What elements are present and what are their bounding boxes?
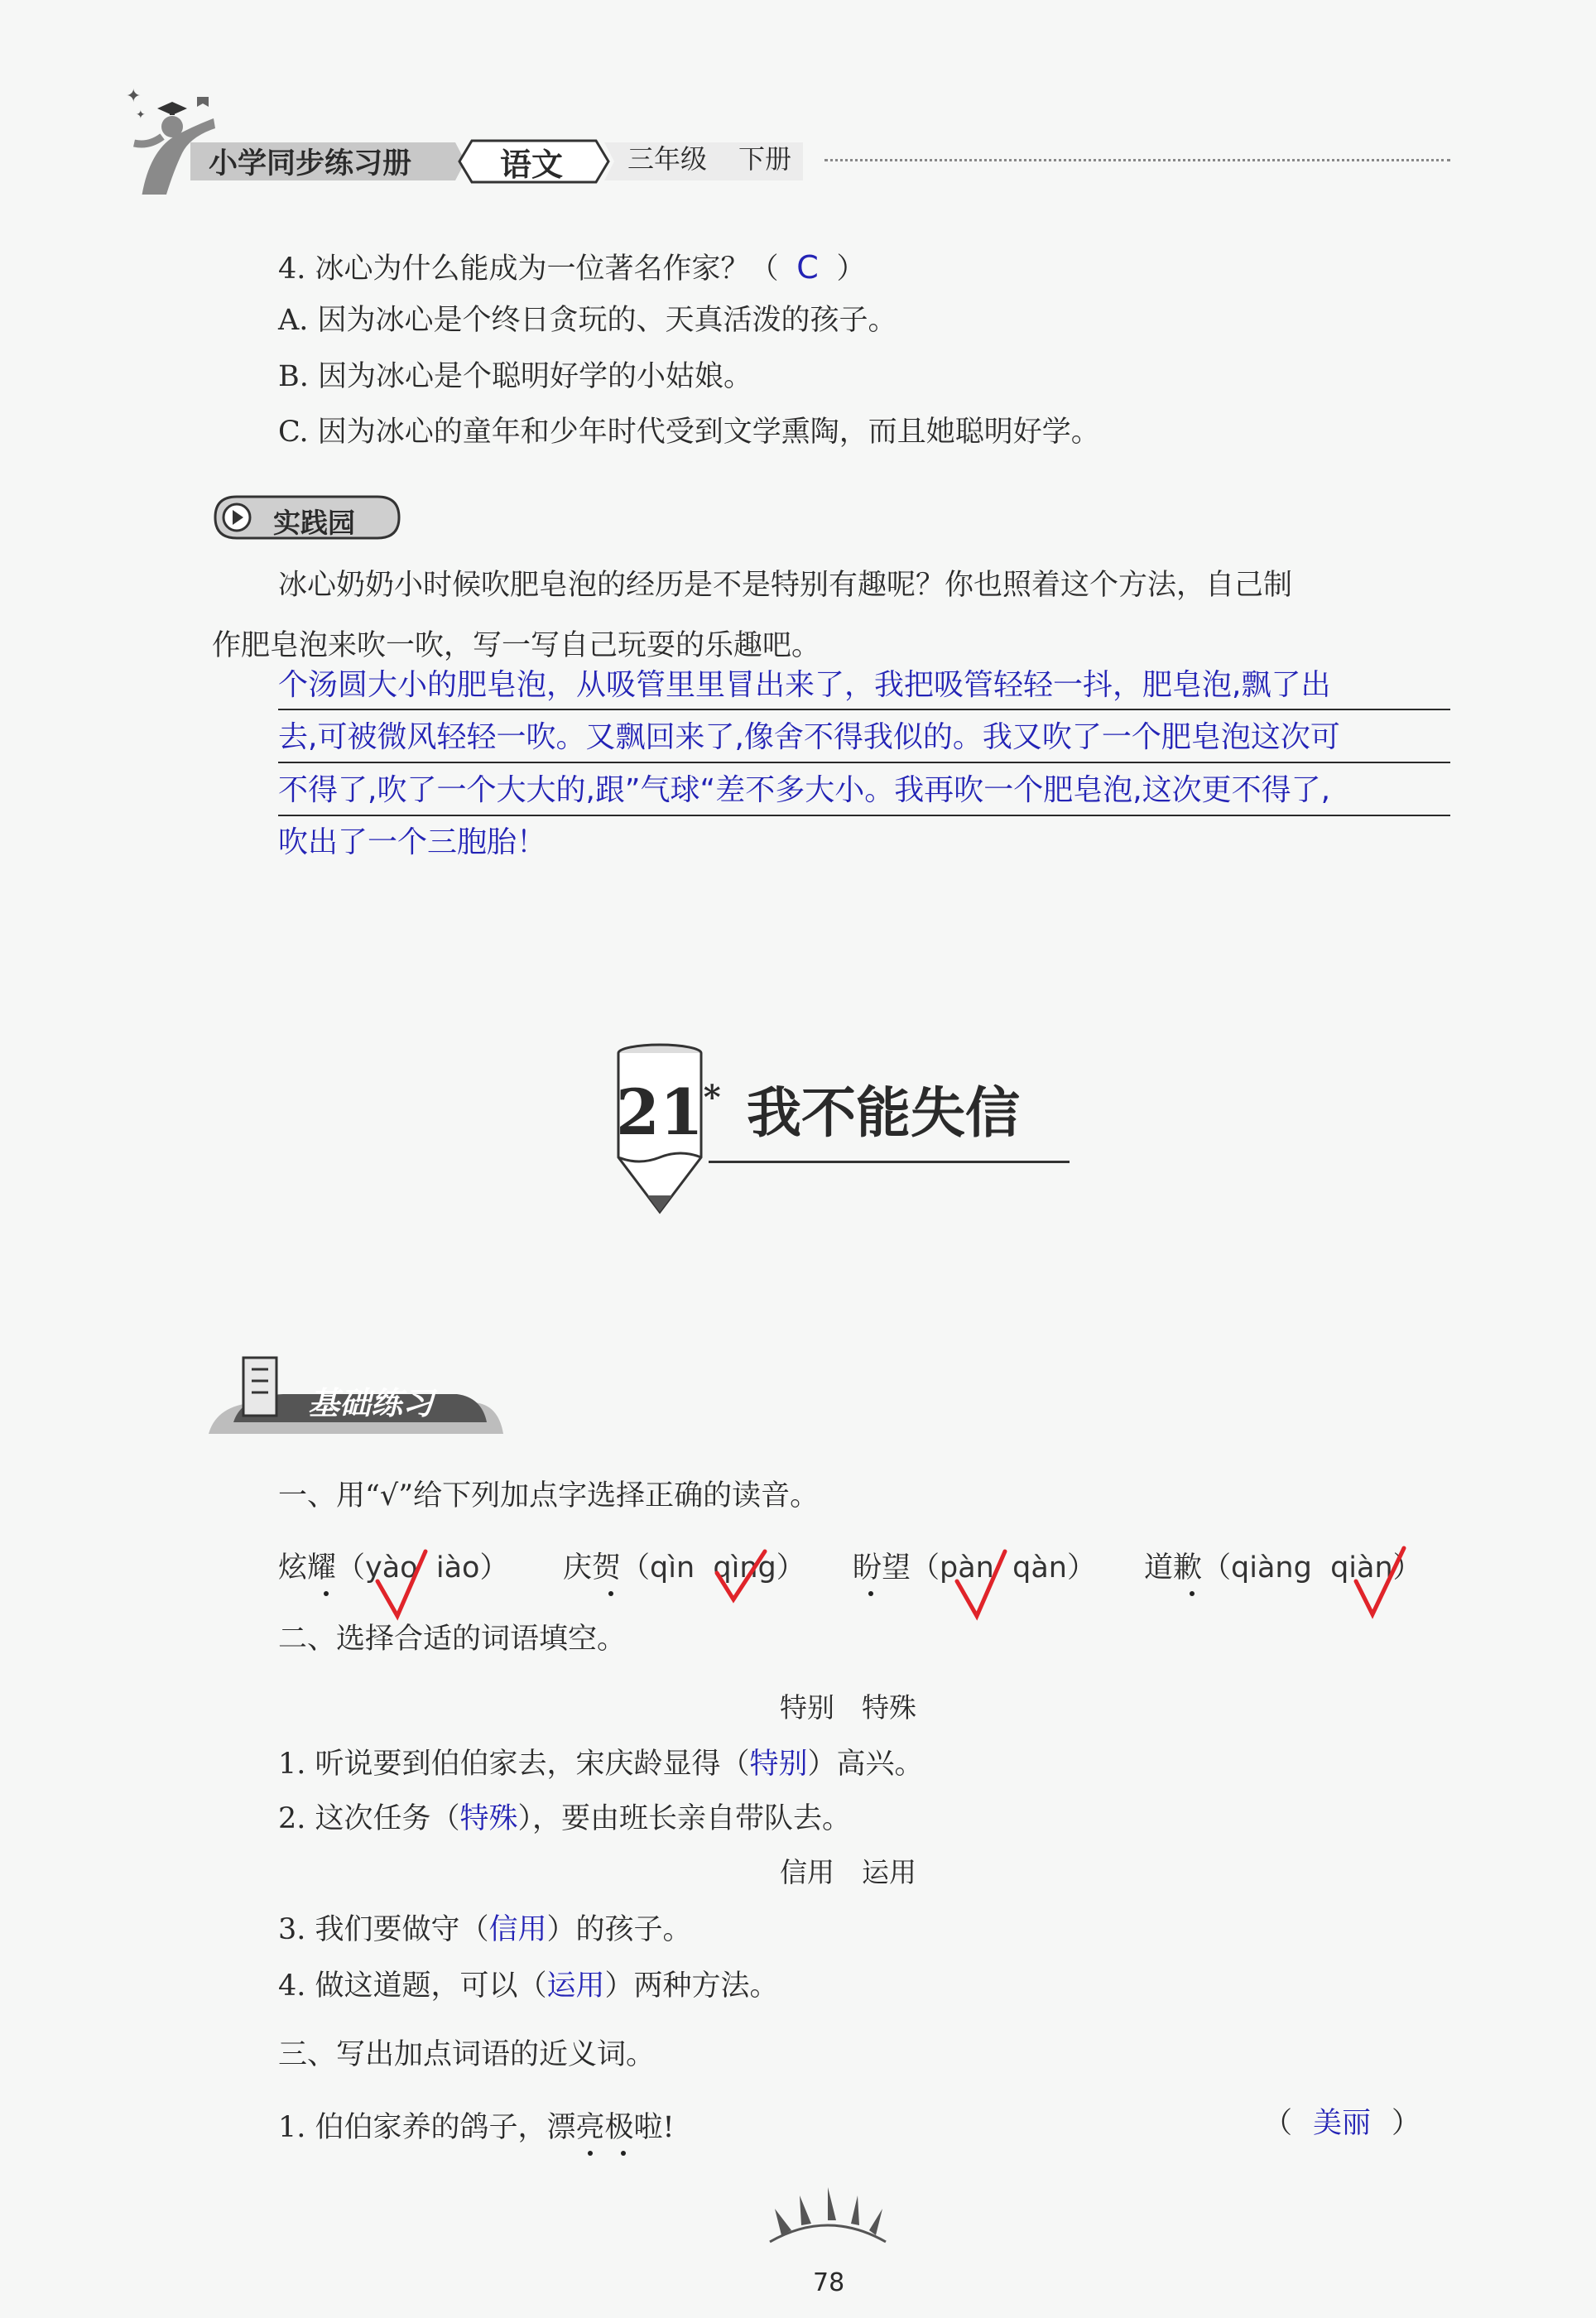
svg-text:✦: ✦	[126, 86, 142, 107]
lesson-number: 21*	[616, 1075, 721, 1149]
emphasis-dot	[868, 1591, 873, 1596]
practice-prompt-line1: 冰心奶奶小时候吹肥皂泡的经历是不是特别有趣呢？你也照着这个方法，自己制	[278, 569, 1293, 602]
q2-word-group-1: 特别 特殊	[780, 1691, 916, 1724]
emphasis-dot	[324, 1591, 329, 1596]
writing-rule	[278, 762, 1450, 763]
q2-sentence-2: 2. 这次任务（特殊），要由班长亲自带队去。	[278, 1802, 852, 1835]
q1-item-1: 炫耀（yào iào）	[278, 1551, 509, 1585]
emphasis-dot	[608, 1591, 613, 1596]
emphasis-dot	[588, 2151, 593, 2156]
check-mark-icon	[373, 1548, 430, 1623]
q4-option-c: C. 因为冰心的童年和少年时代受到文学熏陶，而且她聪明好学。	[278, 416, 1100, 449]
header-dotted-rule	[824, 159, 1450, 161]
practice-label: 实践园	[273, 507, 355, 539]
svg-text:✦: ✦	[136, 108, 146, 122]
q4-answer: C	[796, 249, 819, 286]
q1-item-3: 盼望（pàn qàn）	[853, 1551, 1097, 1585]
q2-sentence-3: 3. 我们要做守（信用）的孩子。	[278, 1913, 692, 1946]
lesson-title: 我不能失信	[747, 1081, 1020, 1145]
q2-word-group-2: 信用 运用	[780, 1856, 916, 1888]
subject-label: 语文	[500, 146, 564, 183]
practice-answer-line: 吹出了一个三胞胎！	[278, 825, 547, 859]
practice-answer-line: 去,可被微风轻轻一吹。又飘回来了,像舍不得我似的。我又吹了一个肥皂泡这次可	[278, 720, 1340, 754]
series-title: 小学同步练习册	[209, 147, 412, 180]
page-number-ornament	[753, 2176, 902, 2250]
q4-stem: 4. 冰心为什么能成为一位著名作家？（ C ）	[278, 249, 866, 286]
q2-sentence-4: 4. 做这道题，可以（运用）两种方法。	[278, 1969, 779, 2003]
practice-prompt-line2: 作肥皂泡来吹一吹，写一写自己玩耍的乐趣吧。	[212, 629, 821, 662]
q3-sentence-1: 1. 伯伯家养的鸽子，漂亮极啦!	[278, 2111, 675, 2144]
q1-item-4: 道歉（qiàng qiàn）	[1144, 1551, 1422, 1585]
practice-answer-line: 个汤圆大小的肥皂泡，从吸管里里冒出来了，我把吸管轻轻一抖，肥皂泡,飘了出	[278, 668, 1331, 702]
page-number: 78	[813, 2268, 845, 2297]
check-mark-icon	[712, 1548, 770, 1606]
q4-option-a: A. 因为冰心是个终日贪玩的、天真活泼的孩子。	[278, 304, 897, 337]
q3-answer-1: （ 美丽 ）	[1263, 2107, 1421, 2140]
q1-item-2: 庆贺（qìn qìng）	[563, 1551, 805, 1585]
emphasis-dot	[1190, 1591, 1195, 1596]
lesson-title-underline	[709, 1161, 1070, 1163]
q1-title: 一、用“√”给下列加点字选择正确的读音。	[278, 1479, 820, 1512]
check-mark-icon	[952, 1548, 1010, 1623]
practice-answer-line: 不得了,吹了一个大大的,跟”气球“差不多大小。我再吹一个肥皂泡,这次更不得了,	[278, 773, 1331, 807]
q3-title: 三、写出加点词语的近义词。	[278, 2038, 656, 2071]
writing-rule	[278, 815, 1450, 816]
check-mark-icon	[1351, 1545, 1409, 1619]
q4-option-b: B. 因为冰心是个聪明好学的小姑娘。	[278, 360, 752, 393]
grade-label: 三年级	[627, 143, 708, 175]
section-label: 基础练习	[308, 1385, 435, 1421]
writing-rule	[278, 709, 1450, 710]
q2-sentence-1: 1. 听说要到伯伯家去，宋庆龄显得（特别）高兴。	[278, 1748, 924, 1781]
volume-label: 下册	[738, 143, 792, 175]
emphasis-dot	[621, 2151, 626, 2156]
q2-title: 二、选择合适的词语填空。	[278, 1623, 627, 1656]
